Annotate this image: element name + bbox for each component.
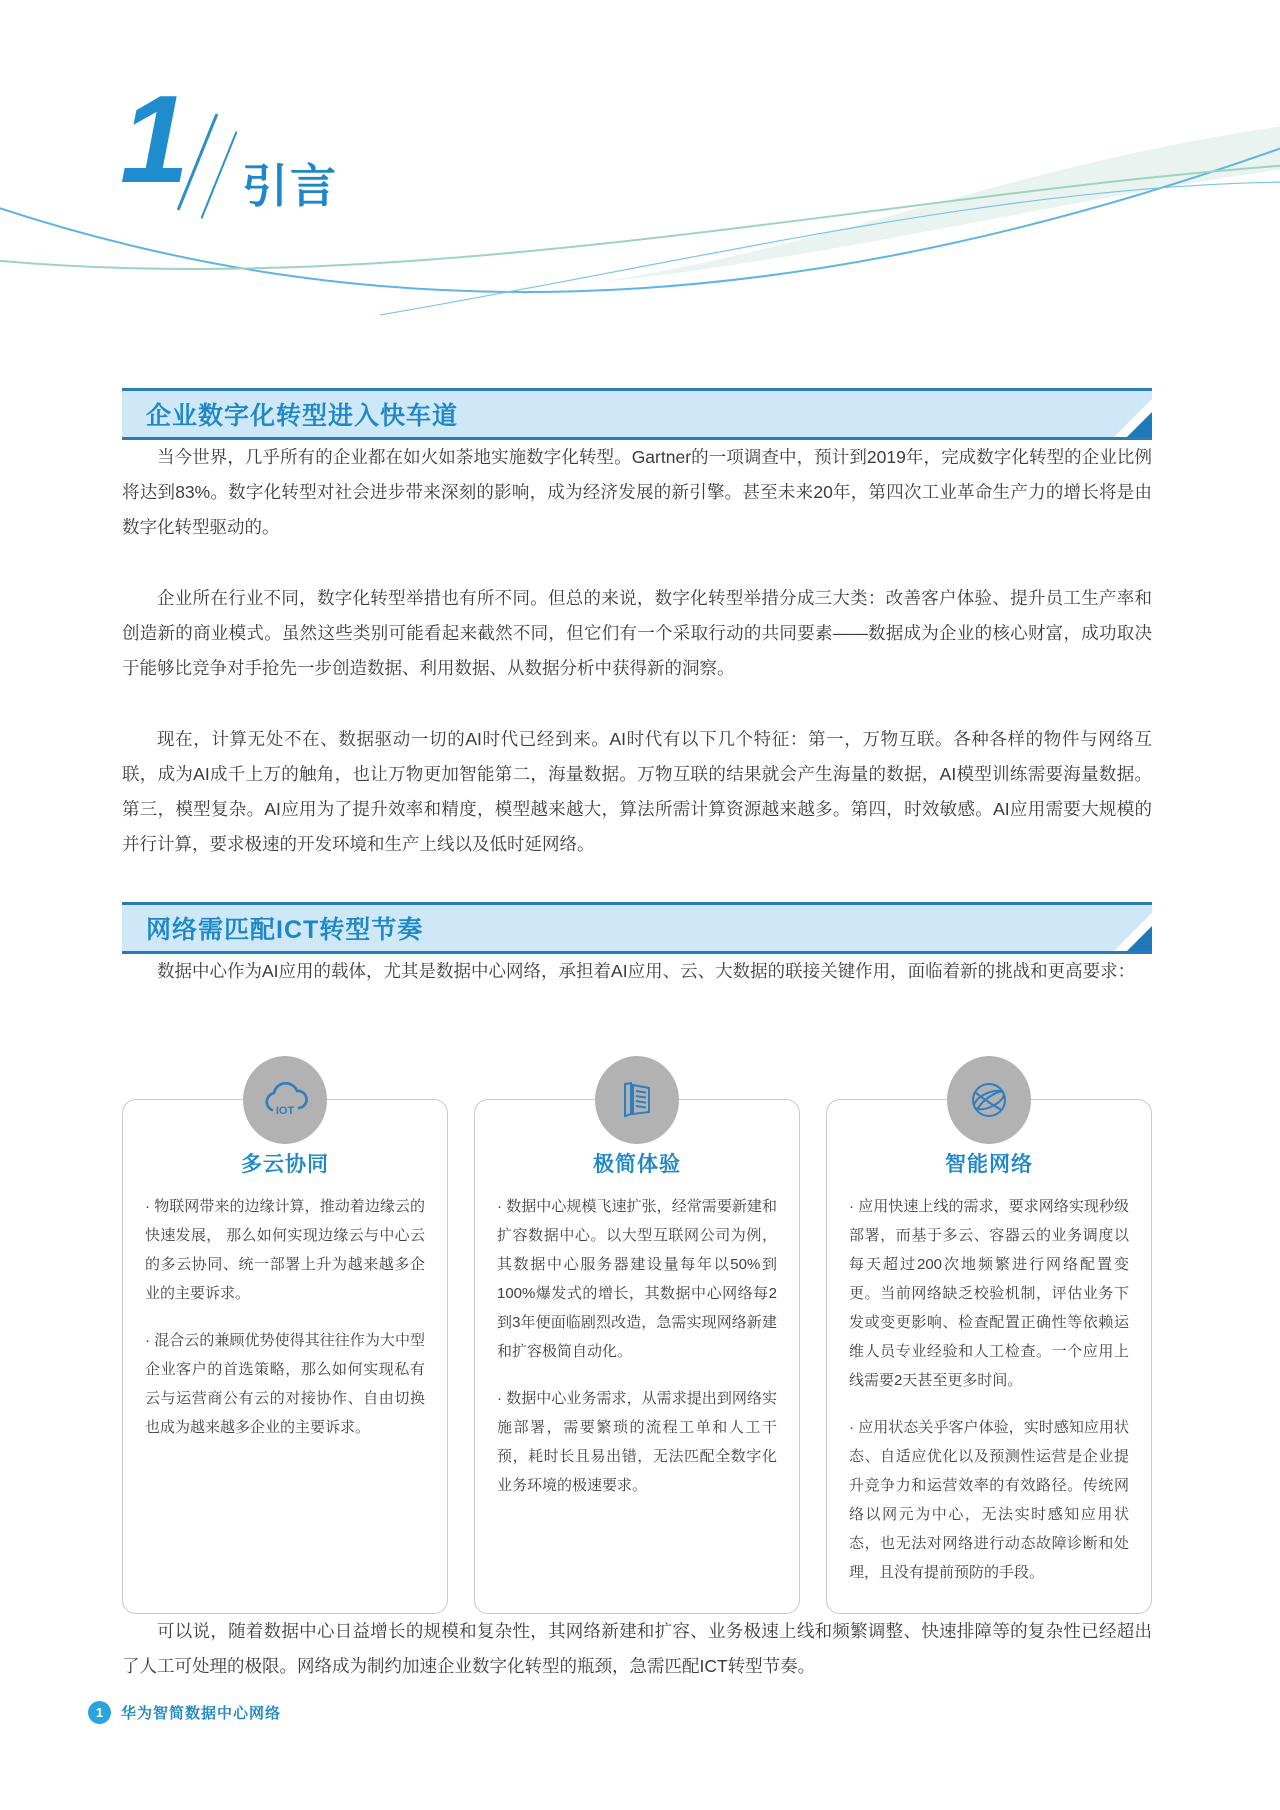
section-header-digital-transformation (122, 388, 1152, 440)
corner-fold-icon (1127, 412, 1152, 437)
server-racks-icon (595, 1056, 679, 1144)
card-title: 多云协同 (241, 1153, 329, 1176)
card-simplified-experience (474, 1099, 800, 1614)
global-network-icon (947, 1056, 1031, 1144)
section-title: 网络需匹配ICT转型节奏 (146, 916, 424, 944)
card-paragraph: · 混合云的兼顾优势使得其往往作为大中型企业客户的首选策略，那么如何实现私有云与运营商公有云的对接协作、自由切换也成为越来越多企业的主要诉求。 (145, 1332, 425, 1436)
chapter-number: 1 (120, 71, 185, 209)
chapter-title: 引言 (242, 160, 338, 212)
section-title: 企业数字化转型进入快车道 (146, 402, 459, 430)
page-footer (88, 1701, 281, 1724)
card-intelligent-network (826, 1099, 1152, 1614)
card-multicloud-synergy (122, 1099, 448, 1614)
card-paragraph: · 应用状态关乎客户体验，实时感知应用状态、自适应优化以及预测性运营是企业提升竞争力和运营效率的有效路径。传统网络以网元为中心，无法实时感知应用状态，也无法对网络进行动态故障诊断和处理，且没有提前预防的手段。 (849, 1419, 1129, 1581)
paragraph: 现在，计算无处不在、数据驱动一切的AI时代已经到来。AI时代有以下几个特征：第一，万物互联。各种各样的物件与网络互联，成为AI成千上万的触角，也让万物更加智能第二，海量数据。万物互联的结果就会产生海量的数据，AI模型训练需要海量数据。第三，模型复杂。AI应用为了提升效率和精度，模型越来越大，算法所需计算资源越来越多。第四，时效敏感。AI应用需要大规模的并行计算，要求极速的开发环境和生产上线以及低时延网络。 (122, 729, 1152, 854)
chapter-header (0, 0, 1280, 388)
corner-fold-icon (1127, 926, 1152, 951)
card-paragraph: · 物联网带来的边缘计算，推动着边缘云的快速发展， 那么如何实现边缘云与中心云的多云协同、统一部署上升为越来越多企业的主要诉求。 (145, 1198, 425, 1302)
card-paragraph: · 数据中心业务需求，从需求提出到网络实施部署，需要繁琐的流程工单和人工干预，耗时长且易出错，无法匹配全数字化业务环境的极速要求。 (497, 1390, 777, 1494)
challenge-cards (122, 1099, 1152, 1614)
card-paragraph: · 数据中心规模飞速扩张，经常需要新建和扩容数据中心。以大型互联网公司为例，其数据中心服务器建设量每年以50%到100%爆发式的增长，其数据中心网络每2到3年便面临剧烈改造，急需实现网络新建和扩容极简自动化。 (497, 1198, 777, 1360)
paragraph: 可以说，随着数据中心日益增长的规模和复杂性，其网络新建和扩容、业务极速上线和频繁调整、快速排障等的复杂性已经超出了人工可处理的极限。网络成为制约加速企业数字化转型的瓶颈，急需匹配ICT转型节奏。 (122, 1621, 1152, 1676)
svg-text:IOT: IOT (275, 1105, 295, 1117)
paragraph: 当今世界，几乎所有的企业都在如火如荼地实施数字化转型。Gartner的一项调查中，预计到2019年，完成数字化转型的企业比例将达到83%。数字化转型对社会进步带来深刻的影响，成为经济发展的新引擎。甚至未来20年，第四次工业革命生产力的增长将是由数字化转型驱动的。 (122, 447, 1152, 537)
page-content (0, 388, 1280, 1684)
decorative-curves (0, 110, 1280, 320)
iot-cloud-icon (243, 1056, 327, 1144)
paragraph: 企业所在行业不同，数字化转型举措也有所不同。但总的来说，数字化转型举措分成三大类：改善客户体验、提升员工生产率和创造新的商业模式。虽然这些类别可能看起来截然不同，但它们有一个采取行动的共同要素——数据成为企业的核心财富，成功取决于能够比竞争对手抢先一步创造数据、利用数据、从数据分析中获得新的洞察。 (122, 588, 1152, 678)
footer-document-title: 华为智简数据中心网络 (121, 1705, 282, 1722)
card-paragraph: · 应用快速上线的需求，要求网络实现秒级部署，而基于多云、容器云的业务调度以每天超过200次地频繁进行网络配置变更。当前网络缺乏校验机制，评估业务下发或变更影响、检查配置正确性等依赖运维人员专业经验和人工检查。一个应用上线需要2天甚至更多时间。 (849, 1198, 1129, 1389)
page-number-badge: 1 (88, 1701, 111, 1724)
section-header-ict-pace (122, 902, 1152, 954)
card-title: 极简体验 (593, 1153, 681, 1176)
card-title: 智能网络 (945, 1153, 1033, 1176)
paragraph: 数据中心作为AI应用的载体，尤其是数据中心网络，承担着AI应用、云、大数据的联接关键作用，面临着新的挑战和更高要求： (157, 961, 1136, 981)
